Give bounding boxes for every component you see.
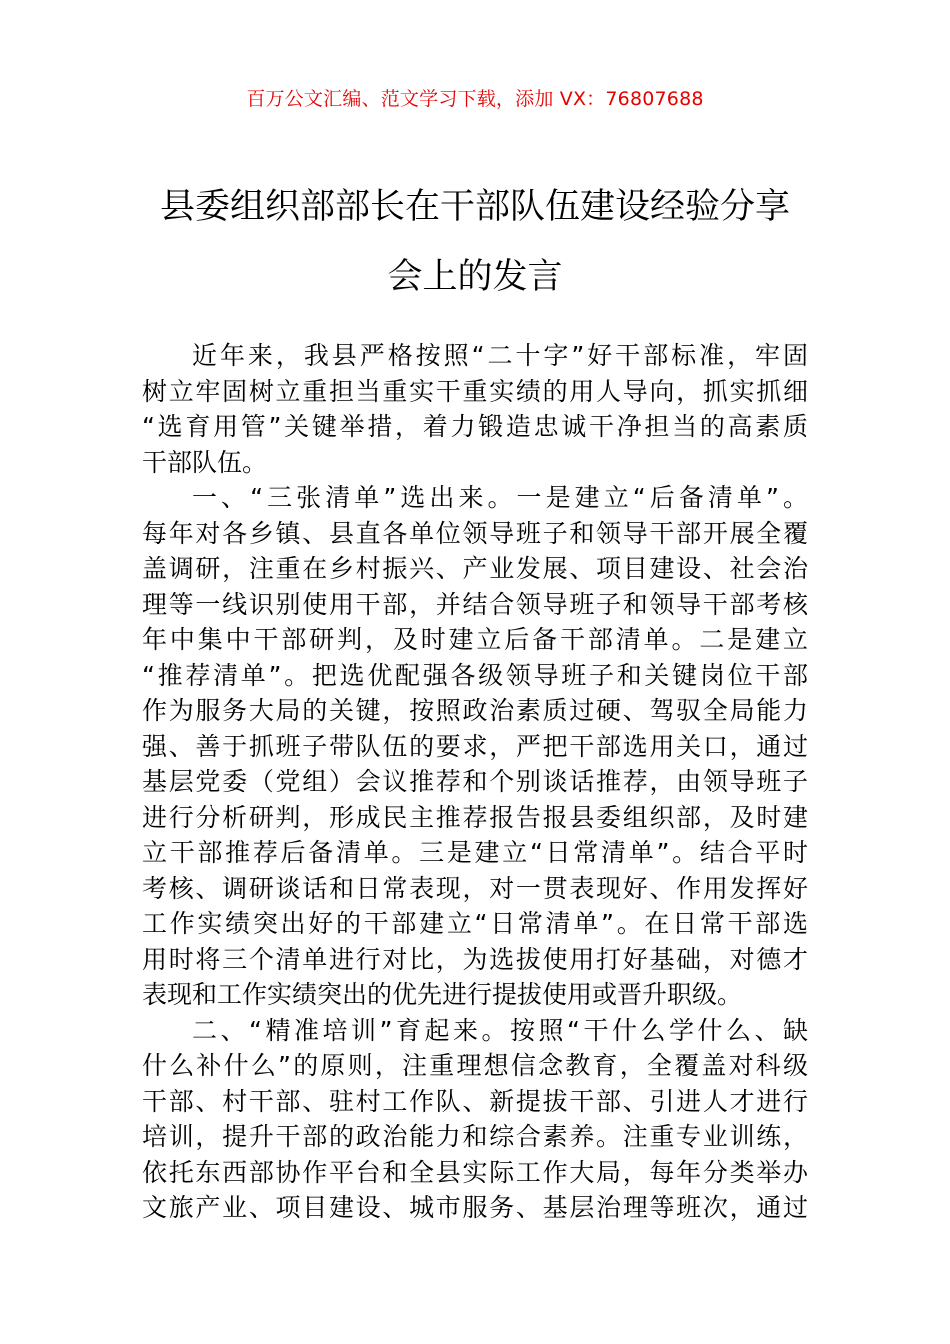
body-line: 进行分析研判，形成民主推荐报告报县委组织部，及时建	[142, 802, 808, 832]
document-body	[142, 338, 808, 1226]
body-line: 树立牢固树立重担当重实干重实绩的用人导向，抓实抓细	[142, 376, 808, 406]
body-line: 立干部推荐后备清单。三是建立“日常清单”。结合平时	[142, 838, 808, 867]
header-note: 百万公文汇编、范文学习下载，添加 VX：76807688	[246, 88, 704, 110]
body-line: 二、“精准培训”育起来。按照“干什么学什么、缺	[192, 1015, 808, 1045]
body-line: 考核、调研谈话和日常表现，对一贯表现好、作用发挥好	[142, 873, 808, 903]
title-line: 县委组织部部长在干部队伍建设经验分享	[159, 187, 790, 227]
body-line: 干部队伍。	[142, 447, 268, 477]
body-line: “选育用管”关键举措，着力锻造忠诚干净担当的高素质	[142, 412, 808, 441]
body-line: 培训，提升干部的政治能力和综合素养。注重专业训练，	[142, 1122, 808, 1151]
body-line: 作为服务大局的关键，按照政治素质过硬、驾驭全局能力	[142, 696, 808, 725]
title-line: 会上的发言	[387, 257, 563, 297]
body-line: “推荐清单”。把选优配强各级领导班子和关键岗位干部	[142, 660, 808, 690]
body-line: 每年对各乡镇、县直各单位领导班子和领导干部开展全覆	[142, 518, 808, 548]
body-line: 年中集中干部研判，及时建立后备干部清单。二是建立	[142, 625, 808, 654]
body-line: 干部、村干部、驻村工作队、新提拔干部、引进人才进行	[142, 1086, 808, 1116]
body-line: 依托东西部协作平台和全县实际工作大局，每年分类举办	[142, 1157, 808, 1187]
document-title	[140, 172, 810, 312]
body-line: 一、“三张清单”选出来。一是建立“后备清单”。	[192, 483, 808, 512]
body-line: 文旅产业、项目建设、城市服务、基层治理等班次，通过	[142, 1193, 808, 1222]
body-line: 盖调研，注重在乡村振兴、产业发展、项目建设、社会治	[142, 554, 808, 583]
body-line: 理等一线识别使用干部，并结合领导班子和领导干部考核	[142, 589, 808, 619]
body-line: 基层党委（党组）会议推荐和个别谈话推荐，由领导班子	[142, 767, 808, 796]
body-line: 工作实绩突出好的干部建立“日常清单”。在日常干部选	[142, 909, 808, 938]
body-line: 什么补什么”的原则，注重理想信念教育，全覆盖对科级	[142, 1051, 808, 1080]
body-line: 近年来，我县严格按照“二十字”好干部标准，牢固	[192, 341, 808, 370]
body-line: 用时将三个清单进行对比，为选拔使用打好基础，对德才	[142, 944, 808, 974]
body-line: 表现和工作实绩突出的优先进行提拔使用或晋升职级。	[142, 980, 743, 1009]
body-line: 强、善于抓班子带队伍的要求，严把干部选用关口，通过	[142, 731, 808, 761]
